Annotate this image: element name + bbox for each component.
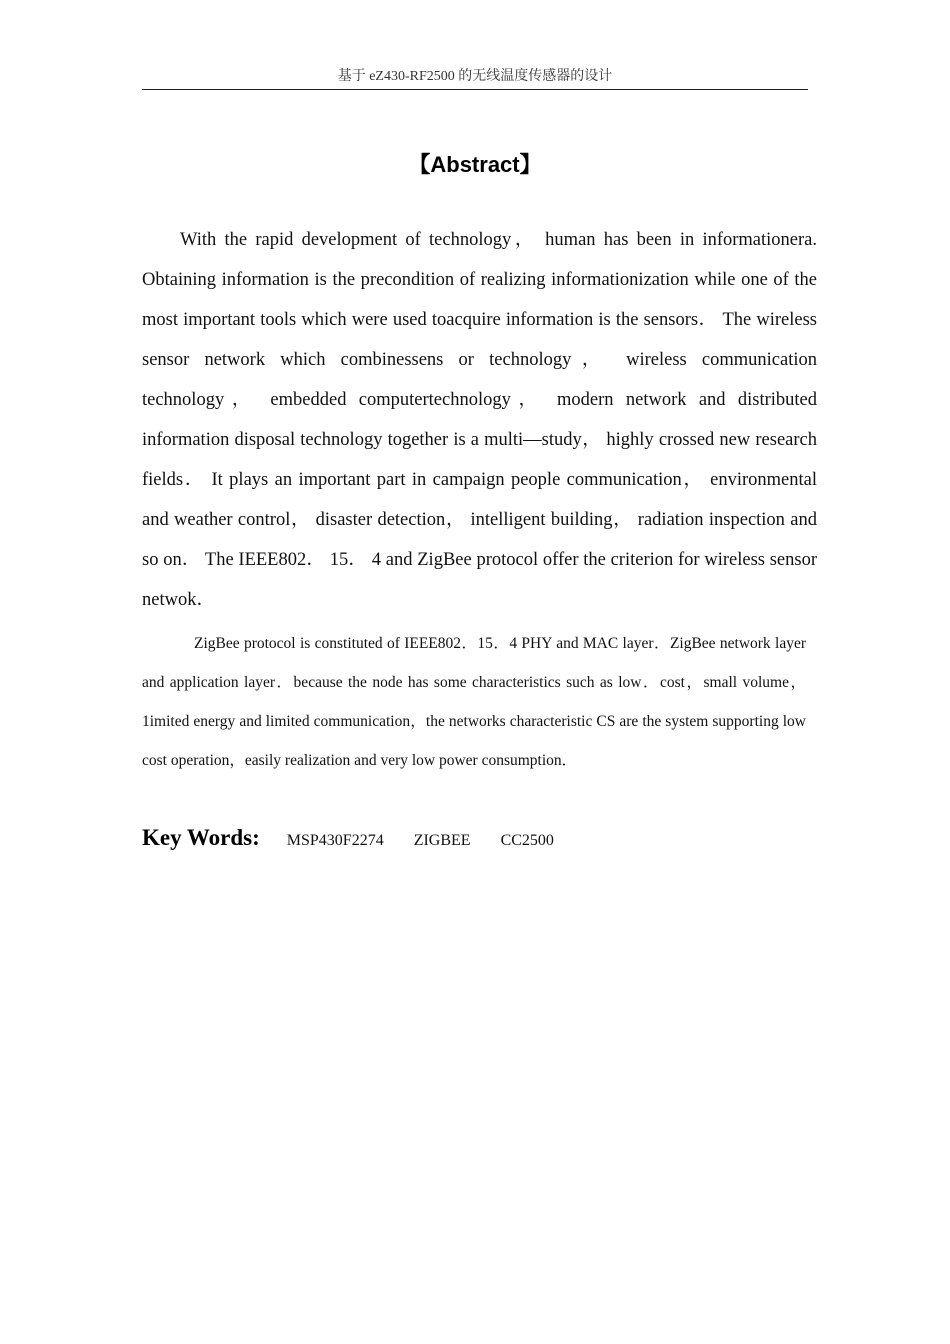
abstract-paragraph-2: ZigBee protocol is constituted of IEEE802．15．4 PHY and MAC layer．ZigBee network layer and application layer．because the node has some characteristics such as low．cost，small volume，1imited energy and limited communication，the networks characteristic CS are the system supporting low cost operation，easily realization and very low power consumption． bbox=[142, 635, 806, 769]
running-header: 基于 eZ430-RF2500 的无线温度传感器的设计 bbox=[337, 69, 613, 84]
keywords-line bbox=[142, 822, 808, 857]
abstract-title: 【Abstract】 bbox=[408, 152, 542, 177]
keyword-item: CC2500 bbox=[500, 832, 554, 849]
abstract-paragraph-1: With the rapid development of technology， human has been in informationera. Obtaining information is the precondition of realizing informationization while one of the most important tools which were used toacquire information is the sensors． The wireless sensor network which combinessens or technology， wireless communication technology， embedded computertechnology， modern network and distributed information disposal technology together is a multi—study， highly crossed new research fields． It plays an important part in campaign people communication， environmental and weather control， disaster detection， intelligent building， radiation inspection and so on． The IEEE802． 15． 4 and ZigBee protocol offer the criterion for wireless sensor netwok． bbox=[142, 230, 817, 610]
keyword-item: MSP430F2274 bbox=[286, 832, 384, 849]
header-rule bbox=[142, 89, 808, 90]
keyword-item: ZIGBEE bbox=[413, 832, 471, 849]
keywords-label: Key Words: bbox=[142, 825, 260, 850]
